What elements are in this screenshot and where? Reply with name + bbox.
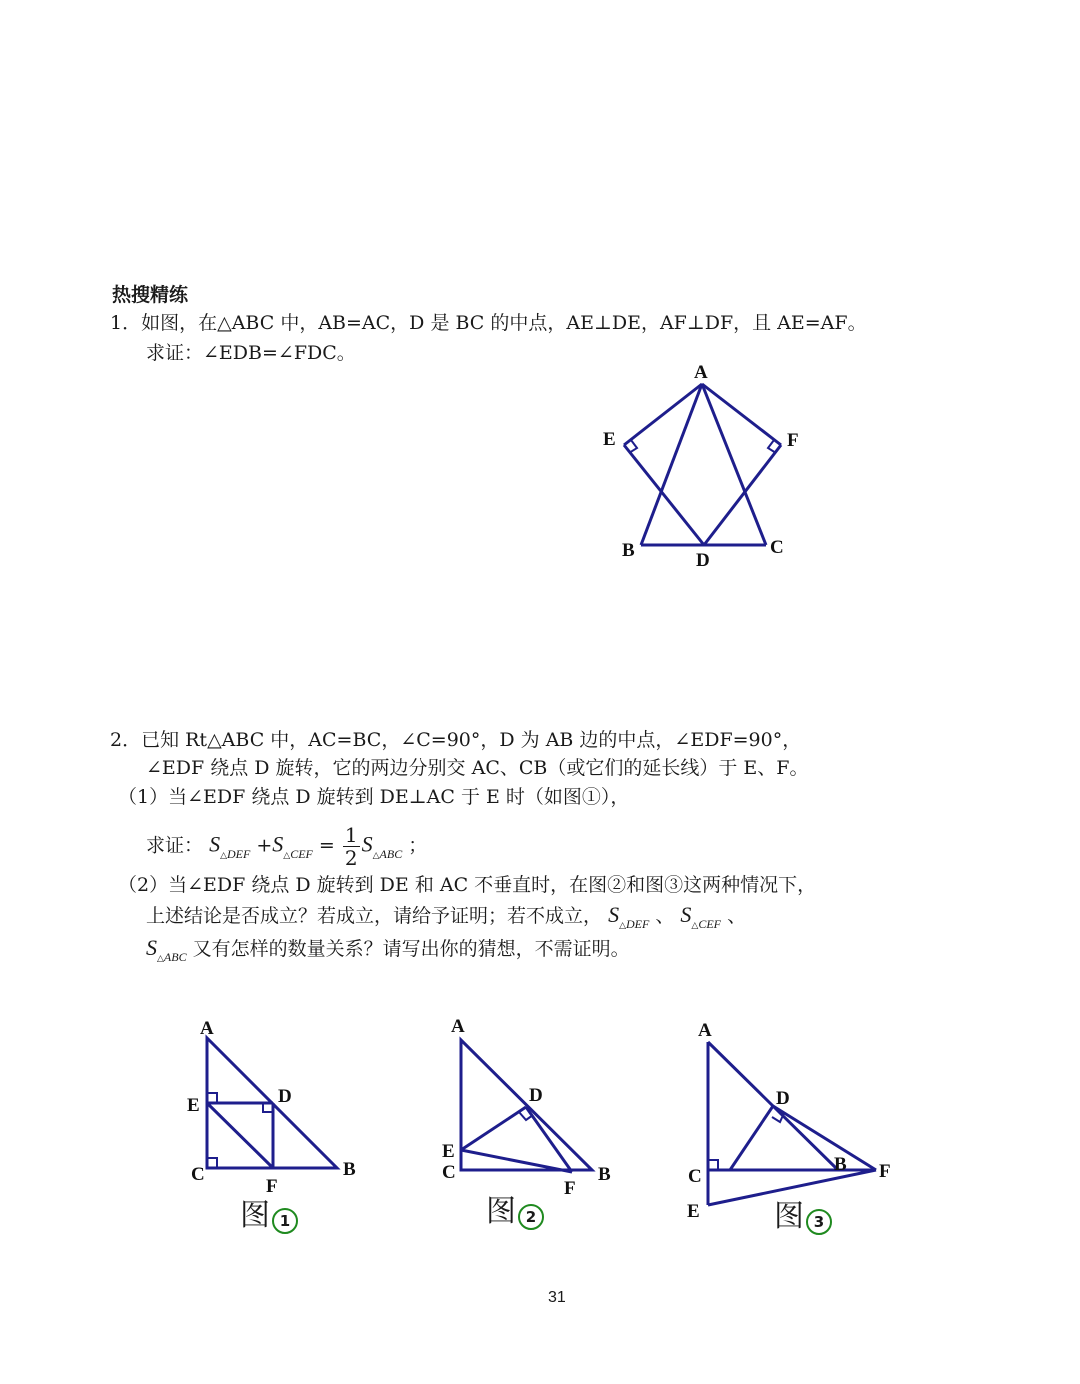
fig3-label-a: A — [698, 1020, 712, 1041]
label-a: A — [694, 362, 708, 383]
problem2-part1: （1）当∠EDF 绕点 D 旋转到 DE⊥AC 于 E 时（如图①）， — [118, 786, 630, 808]
fig1-label-b: B — [343, 1159, 356, 1180]
problem2-statement-line1: 2．已知 Rt△ABC 中，AC=BC，∠C=90°，D 为 AB 边的中点，∠EDF=90°， — [110, 729, 802, 751]
figure-3 — [708, 1042, 876, 1205]
figure-2 — [461, 1040, 592, 1172]
figure-2-caption: 图 2 — [486, 1186, 544, 1230]
fig3-label-f: F — [879, 1161, 891, 1182]
figure-2-number-badge: 2 — [518, 1204, 544, 1230]
figure-1 — [207, 1038, 337, 1168]
fig1-label-f: F — [266, 1176, 278, 1197]
fig3-label-b: B — [834, 1154, 847, 1175]
label-f: F — [787, 430, 799, 451]
fig2-label-c: C — [442, 1162, 456, 1183]
label-d: D — [696, 550, 710, 571]
problem2-formula: 求证： $S_{\triangle DEF} +S_{\triangle CEF}$ = $\frac{1}{2}$ $S_{\triangle ABC}$ ； — [146, 823, 428, 870]
fig2-label-f: F — [564, 1178, 576, 1199]
fig2-label-d: D — [529, 1085, 543, 1106]
page-number: 31 — [548, 1289, 566, 1306]
fig3-label-c: C — [688, 1166, 702, 1187]
label-c: C — [770, 537, 784, 558]
fig1-label-a: A — [200, 1018, 214, 1039]
section-title: 热搜精练 — [112, 284, 189, 306]
label-e: E — [603, 429, 616, 450]
figure-3-number-badge: 3 — [806, 1209, 832, 1235]
fig1-label-c: C — [191, 1164, 205, 1185]
problem2-statement-line2: ∠EDF 绕点 D 旋转，它的两边分别交 AC、CB（或它们的延长线）于 E、F。 — [146, 757, 809, 779]
figure-1-caption: 图 1 — [240, 1190, 298, 1234]
problem2-part2-line1: （2）当∠EDF 绕点 D 旋转到 DE 和 AC 不垂直时，在图②和图③这两种情况下， — [118, 874, 817, 896]
fig1-label-e: E — [187, 1095, 200, 1116]
segment-fd — [704, 445, 781, 545]
problem1-statement: 1．如图，在△ABC 中，AB=AC，D 是 BC 的中点，AE⊥DE，AF⊥DF，且 AE=AF。 — [110, 312, 867, 334]
fig1-label-d: D — [278, 1086, 292, 1107]
fig2-label-e: E — [442, 1141, 455, 1162]
label-b: B — [622, 540, 635, 561]
figure-3-caption: 图 3 — [774, 1191, 832, 1235]
fig2-label-b: B — [598, 1164, 611, 1185]
fig3-label-d: D — [776, 1088, 790, 1109]
fig2-label-a: A — [451, 1016, 465, 1037]
problem1-figure — [590, 360, 820, 575]
fig3-label-e: E — [687, 1201, 700, 1222]
segment-ed — [624, 445, 704, 545]
problem2-part2-line3: $S_{\triangle ABC}$ 又有怎样的数量关系？请写出你的猜想，不需证明。 — [146, 935, 630, 964]
problem2-part2-line2: 上述结论是否成立？若成立，请给予证明；若不成立， $S_{\triangle DEF}$ 、 $S_{\triangle CEF}$ 、 — [146, 902, 747, 931]
problem1-prove: 求证：∠EDB=∠FDC。 — [146, 342, 356, 364]
figure-1-number-badge: 1 — [272, 1208, 298, 1234]
